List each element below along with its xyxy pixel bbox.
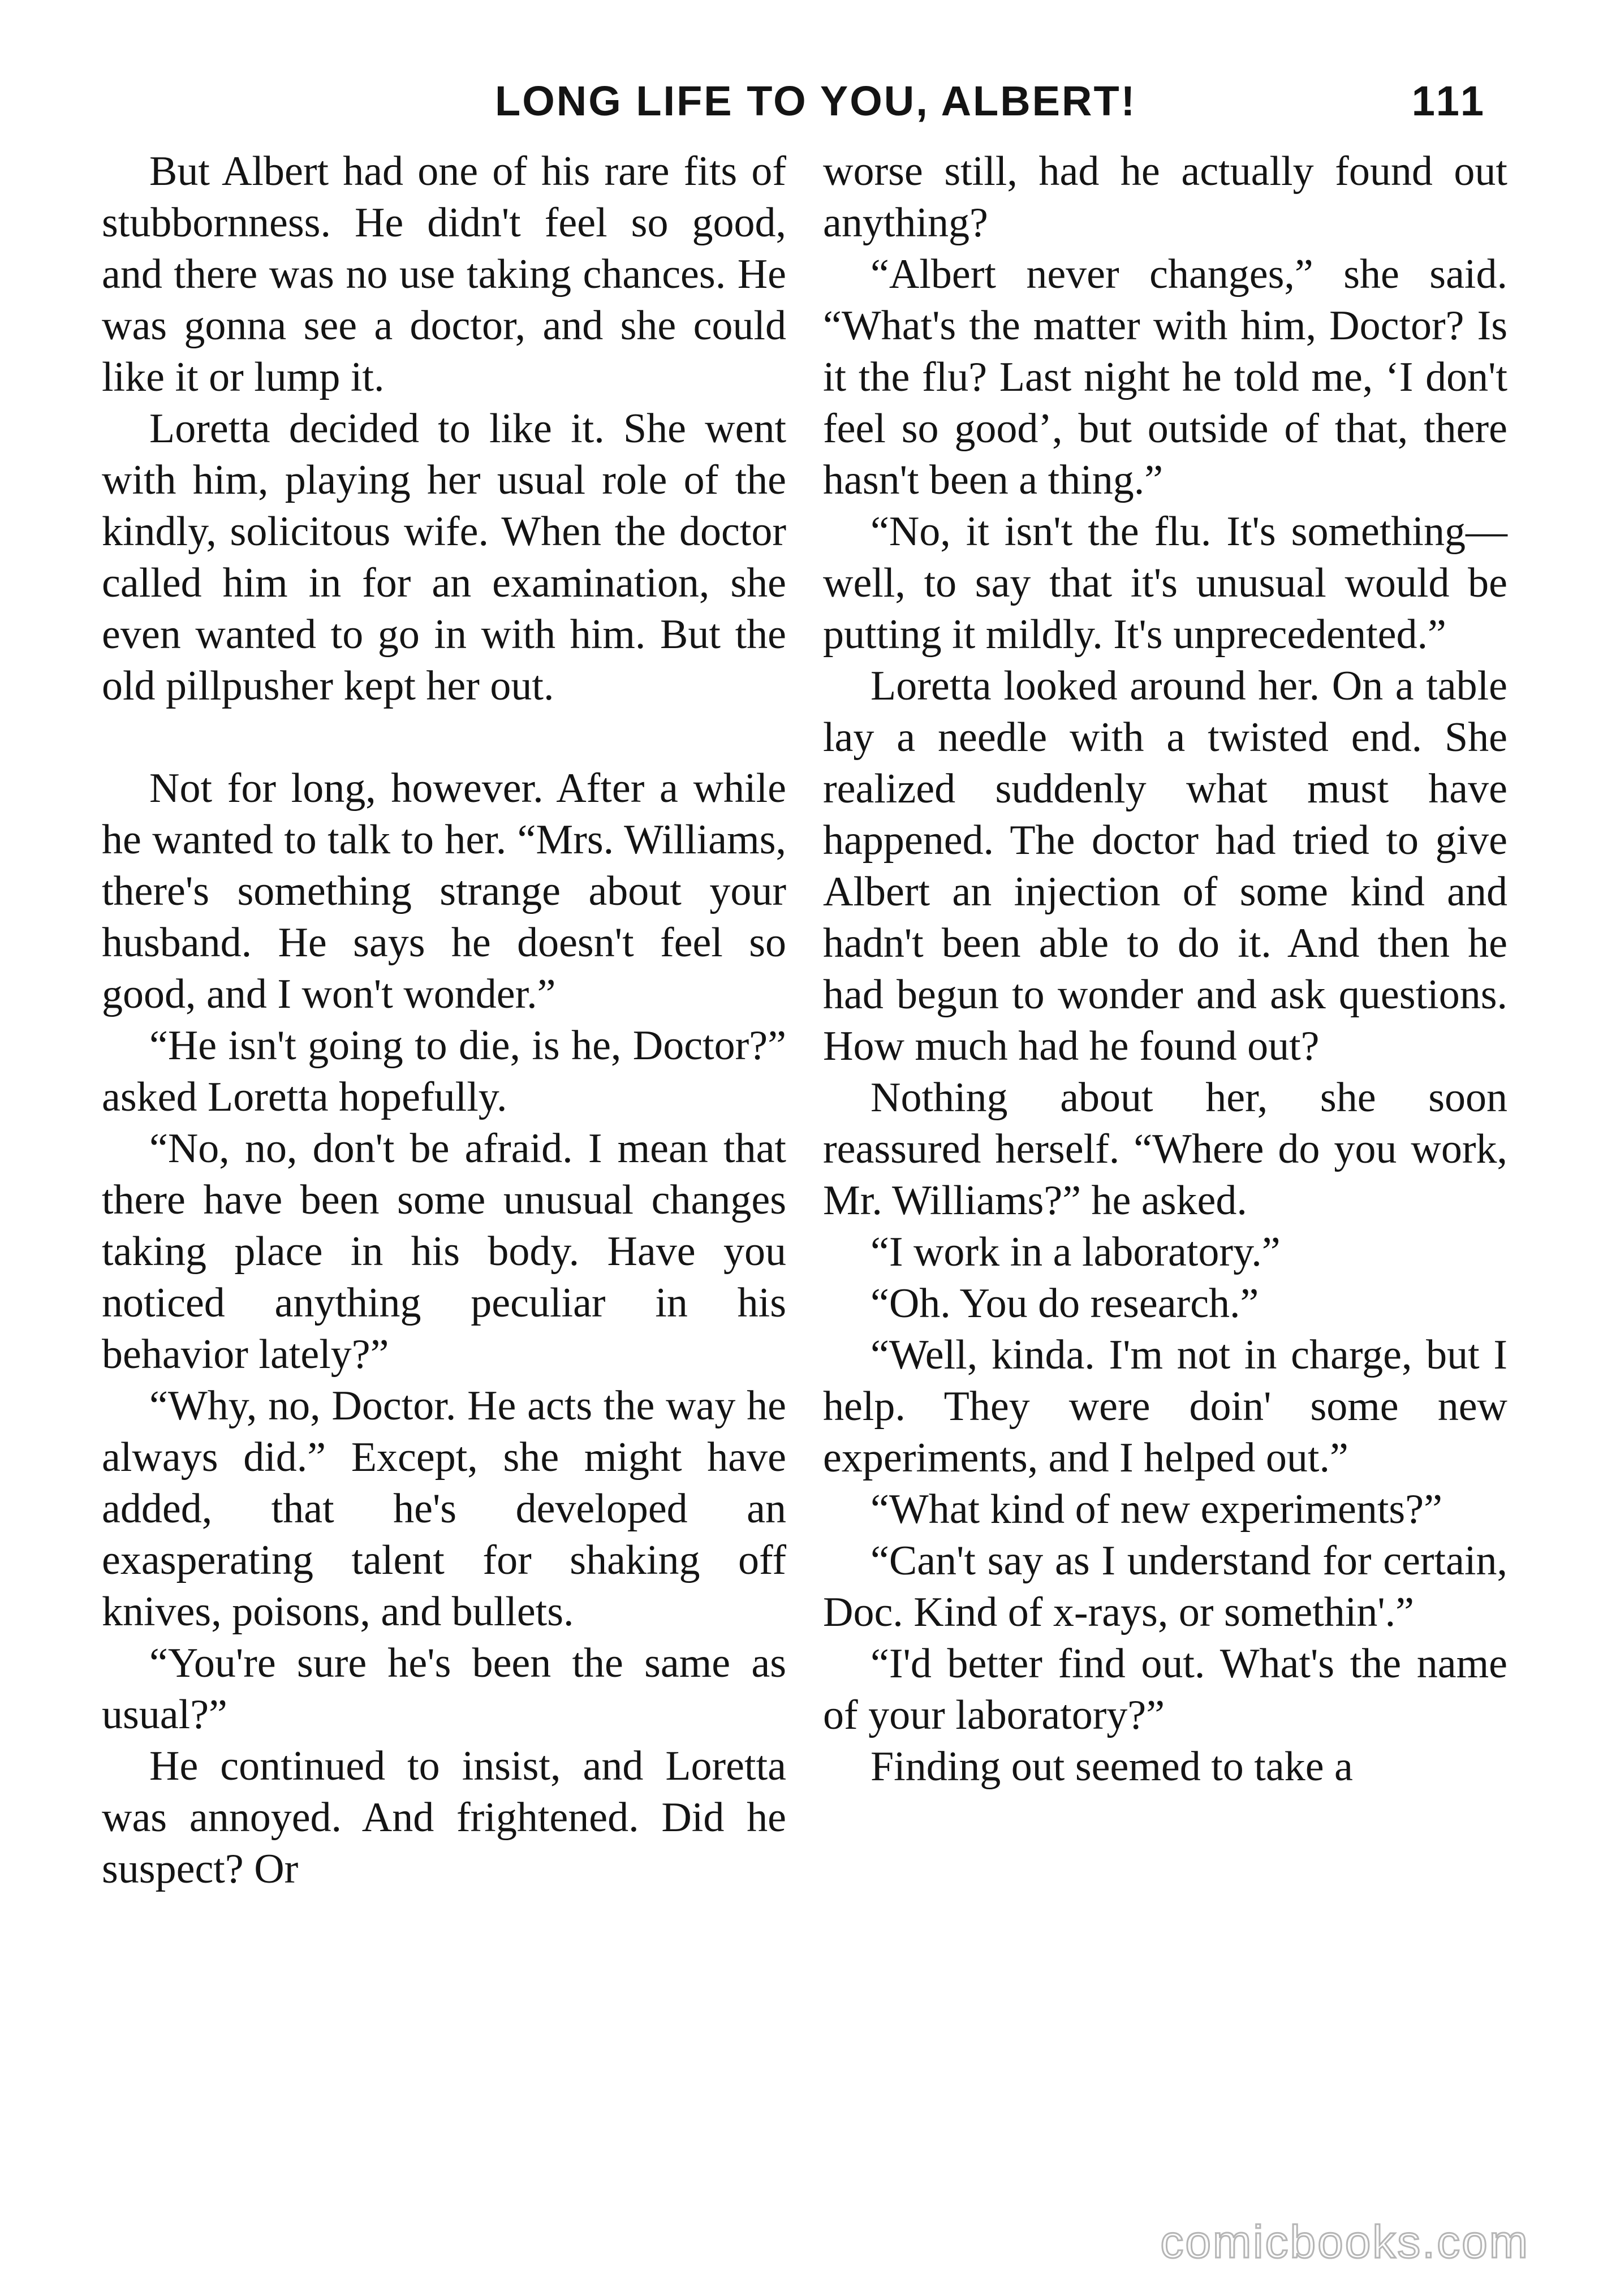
paragraph: “What kind of new experiments?” bbox=[871, 1486, 1442, 1533]
running-header bbox=[0, 68, 1603, 130]
paragraph: “I work in a laboratory.” bbox=[871, 1229, 1281, 1275]
paragraph: “Albert never changes,” she said. “What's the matter with him, Doctor? Is it the flu? Last night he told me, ‘I don't feel so good’, but outside of that, there hasn't been a thing.” bbox=[823, 251, 1507, 503]
paragraph: Loretta looked around her. On a table lay a needle with a twisted end. She realized suddenly what must have happened. The doctor had tried to give Albert an injection of some kind and hadn't been able to do it. And then he had begun to wonder and ask questions. How much had he found out? bbox=[823, 663, 1507, 1069]
running-title: LONG LIFE TO YOU, ALBERT! bbox=[495, 77, 1137, 124]
paragraph: Loretta decided to like it. She went with him, playing her usual role of the kindly, solicitous wife. When the doctor called him in for an examination, she even wanted to go in with him. But the old pillpusher kept her out. bbox=[102, 405, 786, 709]
left-column bbox=[102, 146, 786, 1895]
paragraph: “Well, kinda. I'm not in charge, but I help. They were doin' some new experiments, and I helped out.” bbox=[823, 1332, 1507, 1481]
paragraph: “No, it isn't the flu. It's something—well, to say that it's unusual would be putting it mildly. It's unprecedented.” bbox=[823, 508, 1507, 658]
paragraph: “No, no, don't be afraid. I mean that there have been some unusual changes taking place in his body. Have you noticed anything peculiar in his behavior lately?” bbox=[102, 1125, 786, 1378]
paragraph: “I'd better find out. What's the name of your laboratory?” bbox=[823, 1641, 1507, 1738]
watermark: comicbooks.com bbox=[1160, 2216, 1529, 2268]
paragraph: He continued to insist, and Loretta was annoyed. And frightened. Did he suspect? Or bbox=[102, 1743, 786, 1892]
paragraph: “Oh. You do research.” bbox=[871, 1280, 1259, 1327]
right-column bbox=[823, 146, 1507, 1793]
paragraph: “You're sure he's been the same as usual?” bbox=[102, 1640, 786, 1738]
paragraph: Not for long, however. After a while he wanted to talk to her. “Mrs. Williams, there's something strange about your husband. He says he doesn't feel so good, and I won't wonder.” bbox=[102, 765, 786, 1017]
paragraph: “Can't say as I understand for certain, Doc. Kind of x-rays, or somethin'.” bbox=[823, 1538, 1507, 1635]
paragraph: Nothing about her, she soon reassured herself. “Where do you work, Mr. Williams?” he asked. bbox=[823, 1074, 1507, 1224]
paragraph: But Albert had one of his rare fits of stubbornness. He didn't feel so good, and there was no use taking chances. He was gonna see a doctor, and she could like it or lump it. bbox=[102, 148, 786, 400]
paragraph: Finding out seemed to take a bbox=[871, 1743, 1353, 1790]
paragraph: “Why, no, Doctor. He acts the way he always did.” Except, she might have added, that he's developed an exasperating talent for shaking off knives, poisons, and bullets. bbox=[102, 1383, 786, 1635]
paragraph: “He isn't going to die, is he, Doctor?” asked Loretta hopefully. bbox=[102, 1022, 786, 1120]
page-number: 111 bbox=[1411, 77, 1487, 124]
paragraph: worse still, had he actually found out anything? bbox=[823, 148, 1507, 246]
